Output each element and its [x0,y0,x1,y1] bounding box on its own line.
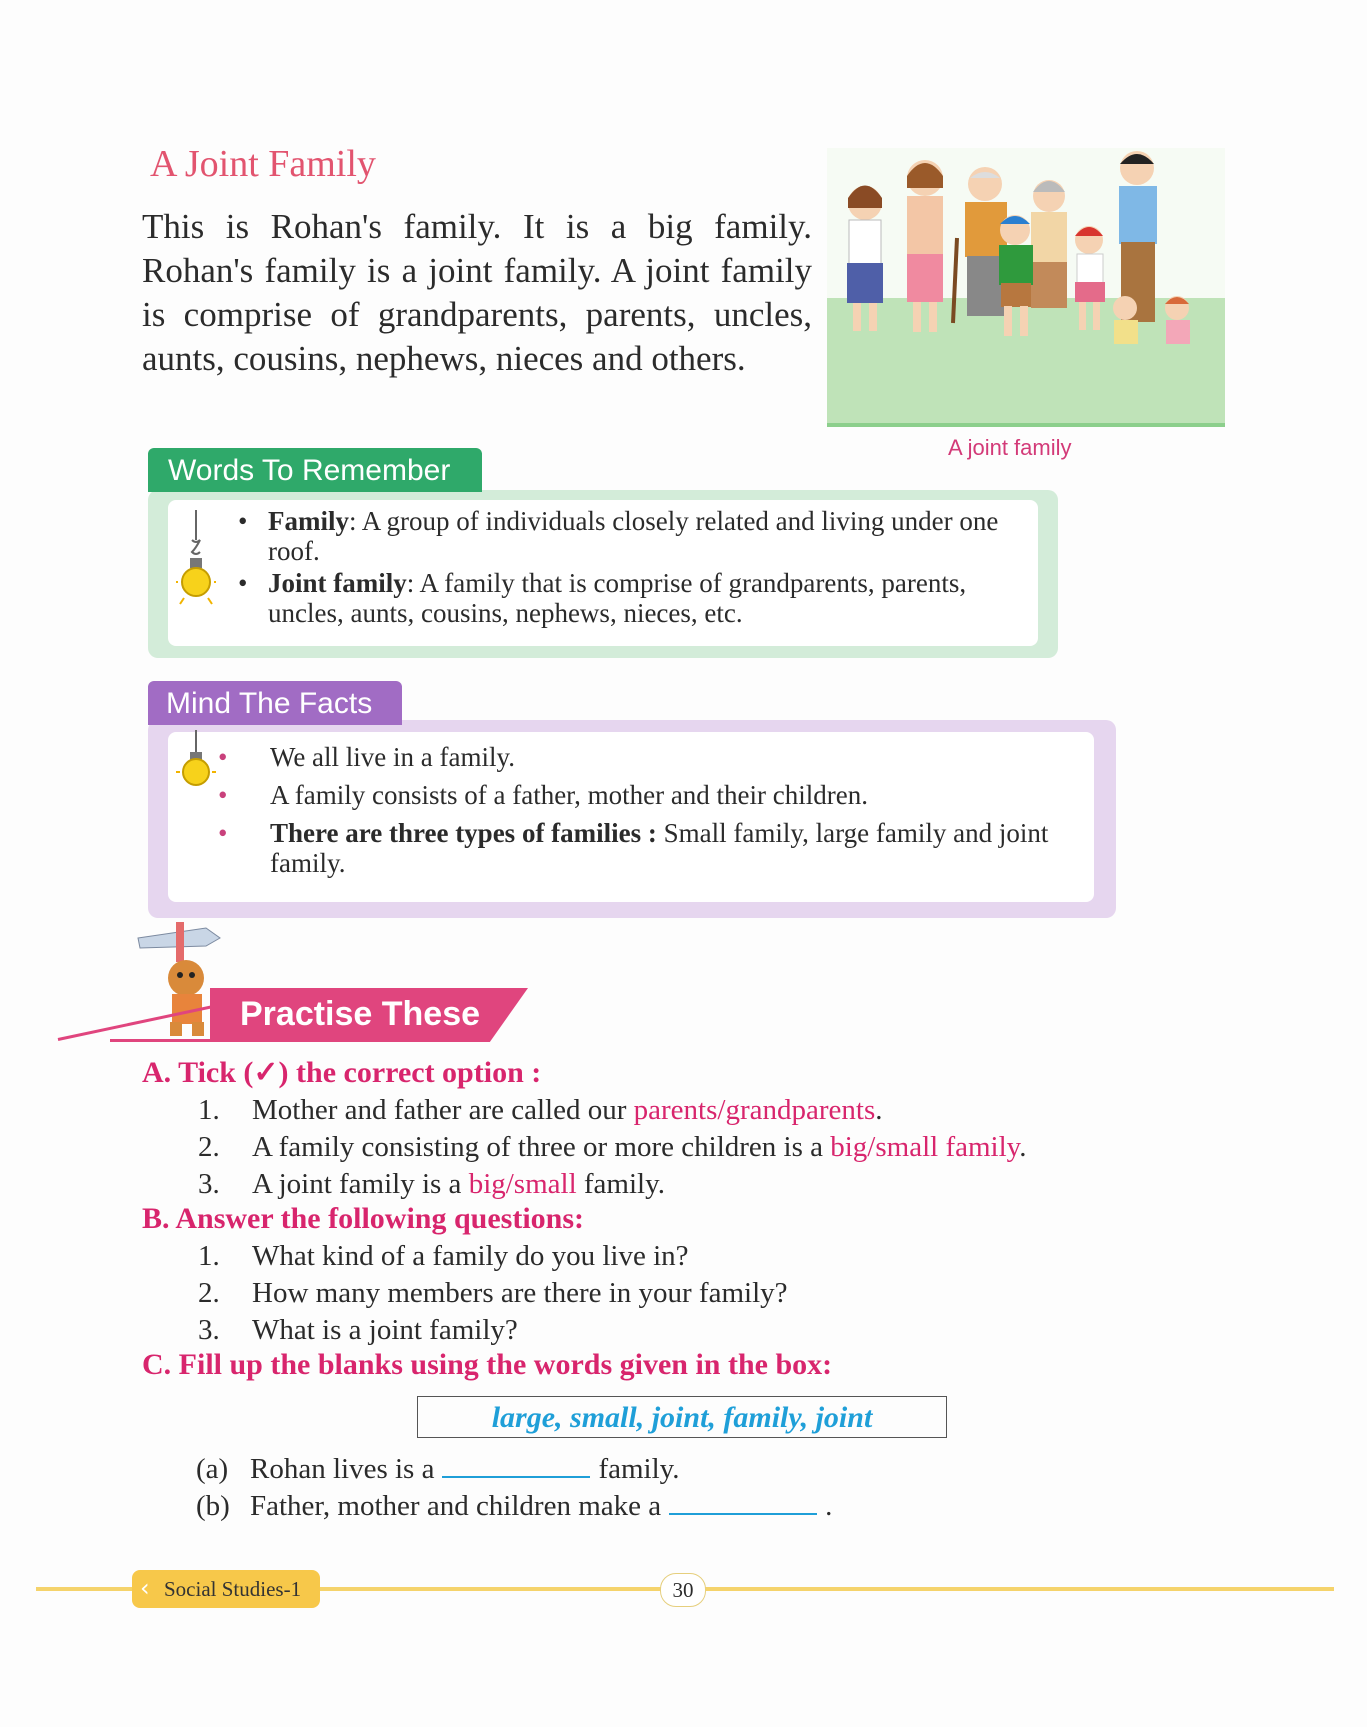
section-b-heading: B. Answer the following questions: [142,1202,585,1235]
question-item: 1. Mother and father are called our parents/grandparents. [198,1094,883,1126]
words-to-remember-title: Words To Remember [148,448,482,492]
book-title-tab: Social Studies-1 [132,1570,320,1608]
fill-blank-item: (a) Rohan lives is a family. [196,1453,680,1485]
question-item: 3. What is a joint family? [198,1314,518,1346]
facts-list [214,742,1064,880]
section-c-list [196,1451,1196,1525]
answer-option[interactable]: big/small [468,1168,577,1200]
blank-field[interactable] [442,1476,590,1478]
fact-item: • We all live in a family. [214,742,1064,772]
definitions-list [234,506,1034,630]
intro-paragraph: This is Rohan's family. It is a big family. Rohan's family is a joint family. A joint family is comprise of grandparents, parents, uncles, aunts, cousins, nephews, nieces and others. [142,207,812,378]
word-box: large, small, joint, family, joint [417,1396,947,1438]
answer-option[interactable]: parents/grandparents [633,1094,876,1126]
question-item: 2. A family consisting of three or more children is a big/small family. [198,1131,1027,1163]
blank-field[interactable] [669,1513,817,1515]
definition-item: • Joint family: A family that is comprise of grandparents, parents, uncles, aunts, cousins, nephews, nieces, etc. [234,568,1034,628]
section-a-heading: A. Tick (✓) the correct option : [142,1056,542,1089]
page-number: 30 [660,1573,706,1607]
page-heading: A Joint Family [150,143,376,185]
fact-item: • A family consists of a father, mother and their children. [214,780,1064,810]
practise-title: Practise These [240,995,481,1033]
question-item: 2. How many members are there in your family? [198,1277,788,1309]
lightbulb-icon [176,730,216,804]
fill-blank-item: (b) Father, mother and children make a . [196,1490,833,1522]
question-item: 3. A joint family is a big/small family. [198,1168,665,1200]
lightbulb-icon [176,510,216,614]
fact-item: • There are three types of families : Small family, large family and joint family. [214,818,1064,878]
section-c [142,1348,1242,1382]
mind-the-facts-title: Mind The Facts [148,681,402,725]
image-caption: A joint family [948,435,1072,460]
section-b-list [198,1238,1242,1349]
chevron-left-icon: ‹ [140,1574,150,1602]
section-a-list [198,1092,1242,1203]
section-a [142,1055,1242,1203]
section-b [142,1202,1242,1349]
answer-option[interactable]: big/small family [830,1131,1020,1163]
section-c-heading: C. Fill up the blanks using the words given in the box: [142,1348,833,1381]
question-item: 1. What kind of a family do you live in? [198,1240,689,1272]
joint-family-illustration [827,148,1225,427]
definition-item: • Family: A group of individuals closely related and living under one roof. [234,506,1034,566]
